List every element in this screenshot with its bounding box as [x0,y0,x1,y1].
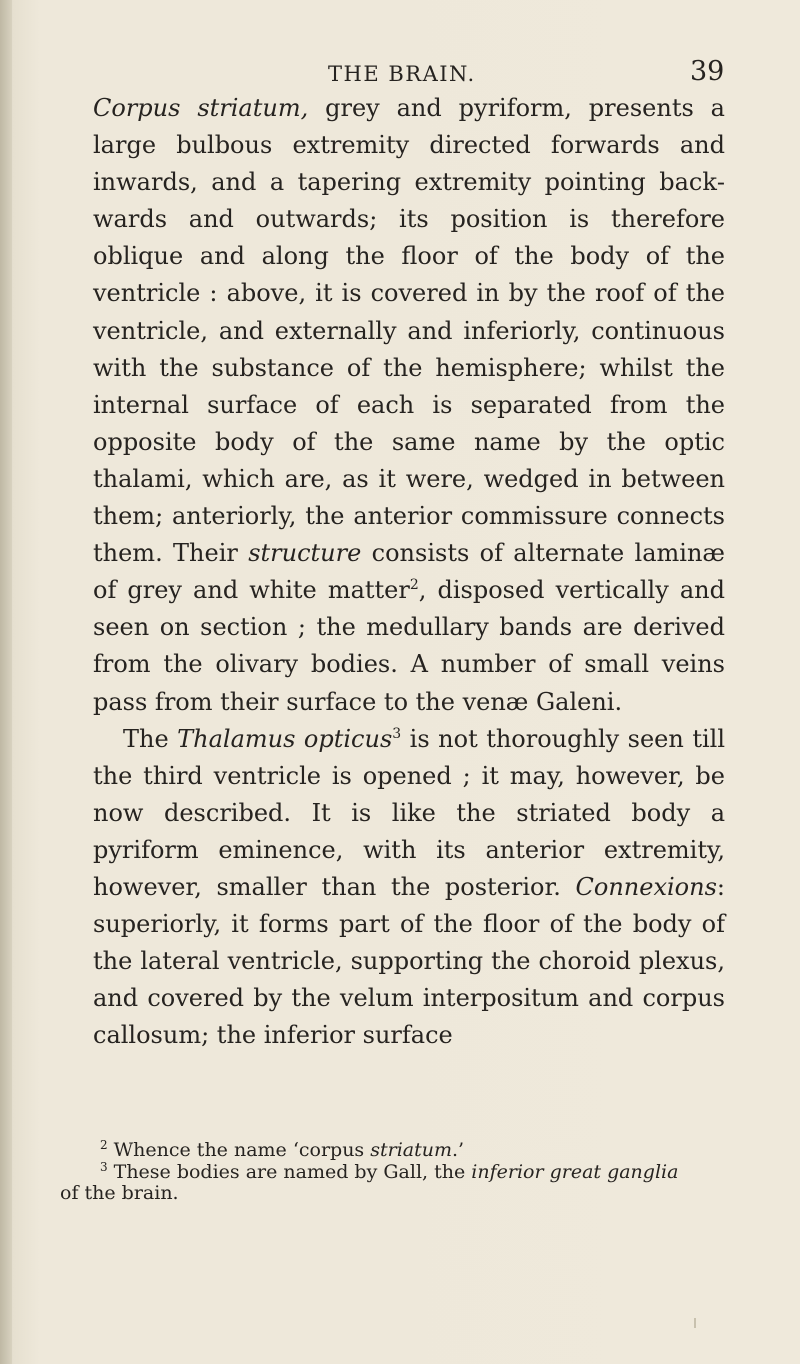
footnote-3-continuation: of the brain. [60,1182,179,1204]
para2-text-c: : superiorly, it forms part of the floor of the body of the lateral ventricle, supporting the choroid plexus, and covered by the velum interpositum and corpus callosum; the inferior surface [93,872,725,1050]
footnotes [60,1140,720,1205]
page-binding-edge [0,0,12,1364]
running-head [0,48,800,88]
footnote-3-mark: 3 [100,1159,108,1174]
para1-text-a: grey and pyriform, presents a large bulbous extremity directed forwards and inwards, and a tapering extremity pointing backwards and outwards; its position is therefore oblique and along the floor of the body of the ventricle : above, it is covered in by the roof of the ventricle, and externally and inferiorly, continuous with the substance of the hemisphere; whilst the internal surface of each is separated from the opposite body of the same name by the optic thalami, which are, as it were, wedged in between them; anteriorly, the anterior commissure connects them. Their [93,94,725,568]
paragraph-thalamus-opticus [93,721,725,1055]
footnote-3-term: inferior great ganglia [471,1160,679,1183]
para1-text-c: , disposed vertically and seen on section ; the medullary bands are derived from the olivary bodies. A number of small veins pass from their surface to the venæ Galeni. [93,576,725,716]
para2-text-a: The [123,724,178,753]
footnote-2-text-b: .’ [452,1139,465,1161]
footnote-3-text-a: These bodies are named by Gall, the [113,1160,472,1183]
term-corpus-striatum: Corpus striatum, [93,94,309,122]
footnote-2-term: striatum [370,1139,452,1161]
footnote-3 [60,1159,720,1184]
paper-speck [694,1318,696,1328]
footnote-ref-3[interactable]: 3 [392,725,402,742]
term-structure: structure [248,539,362,568]
para2-text-b: is not thoroughly seen till the third ventricle is opened ; it may, however, be now described. It is like the striated body a pyriform eminence, with its anterior extremity, however, smaller than the posterior. [93,724,726,901]
running-head-title: THE BRAIN. [328,62,476,86]
footnote-ref-2[interactable]: 2 [409,577,419,594]
footnote-2-mark: 2 [100,1138,108,1152]
term-connexions: Connexions [575,872,717,901]
paragraph-corpus-striatum [93,90,725,721]
para1-text-b: consists of alternate laminæ of grey and white matter [93,539,725,605]
page-number: 39 [690,56,725,87]
footnote-2-text-a: Whence the name ‘corpus [113,1139,371,1161]
footnote-2 [60,1140,720,1162]
body-text [93,90,725,1054]
term-thalamus-opticus: Thalamus opticus [177,724,393,753]
